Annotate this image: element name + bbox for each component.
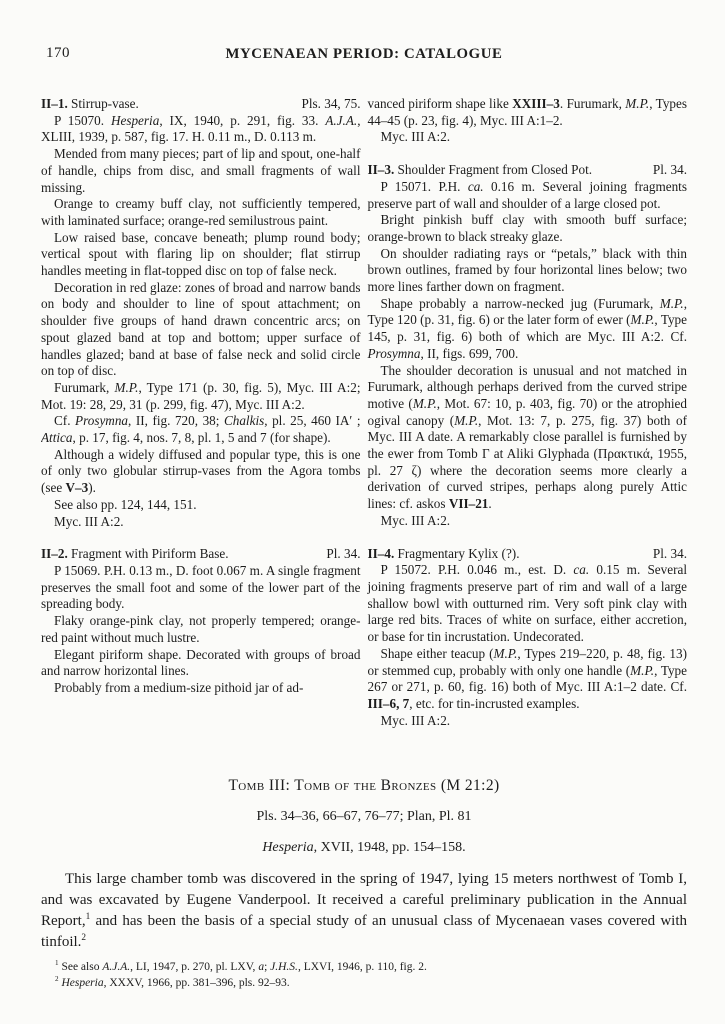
page-number: 170 xyxy=(46,45,70,61)
entry-heading xyxy=(368,546,688,563)
column-left xyxy=(41,96,361,736)
section-reference-line: Hesperia, XVII, 1948, pp. 154–158. xyxy=(262,840,466,855)
catalogue-paragraph: Flaky orange-pink clay, not properly tempered; orange-red paint without much lustre. xyxy=(41,613,361,645)
entry-heading xyxy=(41,96,361,113)
footnote: $^1$ See also A.J.A., LI, 1947, p. 270, pl. LXV, a; J.H.S., LXVI, 1946, p. 110, fig. 2. xyxy=(55,959,427,973)
catalogue-columns xyxy=(41,96,687,736)
entry-id-title: II–1. Stirrup-vase. xyxy=(41,96,139,111)
catalogue-paragraph: Decoration in red glaze: zones of broad and narrow bands on body and shoulder to line of spout attachment; on shoulder five groups of hand drawn concentric arcs; on spout glazed band at top and bottom; upper surface of handles glazed; band at base of false neck and solid circle on top of disc. xyxy=(41,279,361,379)
entry-id-title: II–4. Fragmentary Kylix (?). xyxy=(367,545,520,561)
catalogue-paragraph: P 15072. P.H. 0.046 m., est. D. ca. 0.15 m. Several joining fragments preserve part of rim and wall of a large shallow bowl with outturned rim. Very soft pink clay with large red bits. Traces of white on surface, either accretion, or base for tin incrustation. Undecorated. xyxy=(367,562,687,645)
catalogue-paragraph: On shoulder radiating rays or “petals,” black with thin brown outlines, framed by four horizontal lines below; two more lines farther down on fragment. xyxy=(367,245,687,295)
catalogue-paragraph: Although a widely diffused and popular type, this is one of only two globular stirrup-vases from the Agora tombs (see V–3). xyxy=(41,446,361,496)
catalogue-paragraph: Cf. Prosymna, II, fig. 720, 38; Chalkis, pl. 25, 460 ΙΑ′ ; Attica, p. 17, fig. 4, nos. 7, 8, pl. 1, 5 and 7 (for shape). xyxy=(41,413,361,446)
catalogue-paragraph: Myc. III A:2. xyxy=(380,512,451,528)
page-header xyxy=(41,44,687,63)
section-plates-line: Pls. 34–36, 66–67, 76–77; Plan, Pl. 81 xyxy=(256,809,472,824)
catalogue-paragraph: P 15070. Hesperia, IX, 1940, p. 291, fig. 33. A.J.A., XLIII, 1939, p. 587, fig. 17. H. 0.11 m., D. 0.113 m. xyxy=(41,112,361,145)
catalogue-paragraph: Bright pinkish buff clay with smooth buff surface; orange-brown to black streaky glaze. xyxy=(367,212,687,244)
catalogue-paragraph: The shoulder decoration is unusual and not matched in Furumark, although perhaps derived from the curved stripe motive (M.P., Mot. 67: 10, p. 403, fig. 70) or the atrophied ogival canopy (M.P., Mot. 13: 7, p. 275, fig. 37) both of Myc. III A date. A remarkably close parallel is furnished by the ewer from Tomb Γ at Aliki Glyphada (Πρακτικά, 1955, pl. 27 ζ) where the decoration seems more clearly a derivation of curved stripes, perhaps along purely Attic lines: cf. askos VII–21. xyxy=(367,362,687,512)
entry-id-title: II–3. Shoulder Fragment from Closed Pot. xyxy=(367,162,593,178)
catalogue-paragraph: Shape probably a narrow-necked jug (Furumark, M.P., Type 120 (p. 31, fig. 6) or the later form of ewer (M.P., Type 145, p. 31, fig. 6) both of which are Myc. III A:2. Cf. Prosymna, II, figs. 699, 700. xyxy=(367,295,687,361)
catalogue-paragraph: Orange to creamy buff clay, not sufficiently tempered, with laminated surface; orange-red semilustrous paint. xyxy=(41,196,361,228)
plate-reference: Pls. 34, 75. xyxy=(301,96,361,111)
catalogue-paragraph: Mended from many pieces; part of lip and spout, one-half of handle, chips from disc, and small fragments of wall missing. xyxy=(41,146,361,195)
catalogue-paragraph: Myc. III A:2. xyxy=(380,712,451,728)
column-right xyxy=(368,96,688,736)
catalogue-paragraph: Shape either teacup (M.P., Types 219–220, p. 48, fig. 13) or stemmed cup, probably with only one handle (M.P., Type 267 or 271, p. 60, fig. 16) both of Myc. III A:1–2 date. Cf. III–6, 7, etc. for tin-incrusted examples. xyxy=(367,645,687,711)
plate-reference: Pl. 34. xyxy=(326,546,361,562)
footnote: $^2$ Hesperia, XXXV, 1966, pp. 381–396, pls. 92–93. xyxy=(55,974,290,989)
plate-reference: Pl. 34. xyxy=(652,162,687,178)
tomb-section xyxy=(41,776,687,953)
section-intro-paragraph: This large chamber tomb was discovered in the spring of 1947, lying 15 meters northwest of Tomb I, and was excavated by Eugene Vanderpool. It received a careful preliminary publication in the Annual Report,$^1$ and has been the basis of a special study of an unusual class of Mycenaean vases covered with tinfoil.$^2$ xyxy=(41,871,687,950)
catalogue-paragraph: See also pp. 124, 144, 151. xyxy=(54,496,197,512)
catalogue-paragraph: Low raised base, concave beneath; plump round body; vertical spout with flaring lip on shoulder; flat stirrup handles meeting in flat-topped disc on top of false neck. xyxy=(41,229,361,279)
catalogue-paragraph: Elegant piriform shape. Decorated with groups of broad and narrow horizontal lines. xyxy=(41,646,361,679)
catalogue-paragraph: P 15069. P.H. 0.13 m., D. foot 0.067 m. A single fragment preserves the small foot and some of the lower part of the spreading body. xyxy=(41,562,361,612)
catalogue-paragraph: Myc. III A:2. xyxy=(54,513,124,529)
plate-reference: Pl. 34. xyxy=(652,545,687,561)
section-title: Tomb III: Tomb of the Bronzes (M 21:2) xyxy=(228,777,500,794)
entry-id-title: II–2. Fragment with Piriform Base. xyxy=(41,546,229,562)
catalogue-paragraph: P 15071. P.H. ca. 0.16 m. Several joining fragments preserve part of wall and shoulder of a large closed pot. xyxy=(367,178,687,211)
catalogue-paragraph: vanced piriform shape like XXIII–3. Furumark, M.P., Types 44–45 (p. 23, fig. 4), Myc. III A:1–2. xyxy=(367,96,687,128)
entry-heading xyxy=(41,546,361,563)
footnotes xyxy=(41,960,687,991)
running-title: MYCENAEAN PERIOD: CATALOGUE xyxy=(225,46,503,62)
catalogue-paragraph: Furumark, M.P., Type 171 (p. 30, fig. 5), Myc. III A:2; Mot. 19: 28, 29, 31 (p. 299, fig. 47), Myc. III A:2. xyxy=(41,379,361,412)
entry-heading xyxy=(368,162,688,179)
catalogue-paragraph: Myc. III A:2. xyxy=(380,129,451,145)
catalogue-paragraph: Probably from a medium-size pithoid jar of ad- xyxy=(54,679,304,695)
